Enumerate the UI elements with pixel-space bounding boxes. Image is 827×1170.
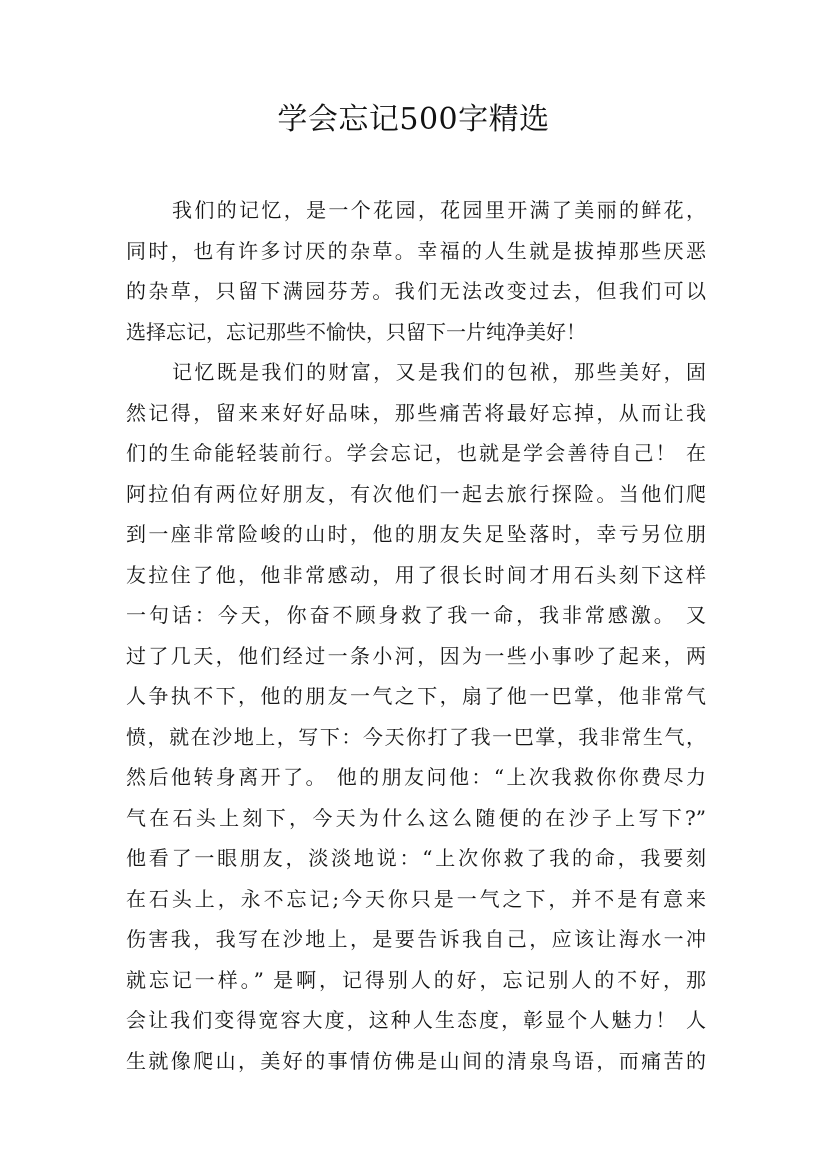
text-line: 一句话：今天，你奋不顾身救了我一命，我非常感激。 又 (126, 603, 706, 627)
text-line: 人争执不下，他的朋友一气之下，扇了他一巴掌，他非常气 (126, 684, 706, 708)
document-body (126, 190, 706, 1081)
text-line: 同时，也有许多讨厌的杂草。幸福的人生就是拔掉那些厌恶 (126, 238, 706, 263)
text-line: 生就像爬山，美好的事情仿佛是山间的清泉鸟语，而痛苦的 (126, 1048, 706, 1073)
text-line: 就忘记一样。” 是啊，记得别人的好，忘记别人的不好，那 (126, 967, 706, 992)
text-line: 们的生命能轻装前行。学会忘记，也就是学会善待自己！ 在 (126, 441, 706, 465)
text-line: 他看了一眼朋友，淡淡地说：“上次你救了我的命，我要刻 (126, 846, 706, 870)
text-line: 气在石头上刻下，今天为什么这么随便的在沙子上写下?” (126, 805, 706, 830)
text-line: 愤，就在沙地上，写下：今天你打了我一巴掌，我非常生气， (126, 724, 706, 749)
text-line: 的杂草，只留下满园芬芳。我们无法改变过去，但我们可以 (126, 279, 706, 303)
text-line: 选择忘记，忘记那些不愉快，只留下一片纯净美好！ (126, 319, 586, 344)
text-line: 在石头上，永不忘记;今天你只是一气之下，并不是有意来 (126, 886, 706, 911)
text-line: 会让我们变得宽容大度，这种人生态度，彰显个人魅力！ 人 (126, 1008, 706, 1032)
text-line: 记忆既是我们的财富，又是我们的包袱，那些美好，固 (172, 360, 706, 384)
text-line: 我们的记忆，是一个花园，花园里开满了美丽的鲜花， (172, 198, 706, 222)
text-line: 友拉住了他，他非常感动，用了很长时间才用石头刻下这样 (126, 562, 706, 587)
text-line: 然后他转身离开了。 他的朋友问他：“上次我救你你费尽力 (126, 765, 706, 789)
text-line: 到一座非常险峻的山时，他的朋友失足坠落时，幸亏另位朋 (126, 522, 706, 546)
document-title: 学会忘记500字精选 (277, 102, 550, 137)
text-line: 过了几天，他们经过一条小河，因为一些小事吵了起来，两 (126, 643, 706, 668)
text-line: 然记得，留来来好好品味，那些痛苦将最好忘掉，从而让我 (126, 400, 706, 425)
text-line: 阿拉伯有两位好朋友，有次他们一起去旅行探险。当他们爬 (126, 481, 706, 506)
text-line: 伤害我，我写在沙地上，是要告诉我自己，应该让海水一冲 (126, 927, 706, 951)
